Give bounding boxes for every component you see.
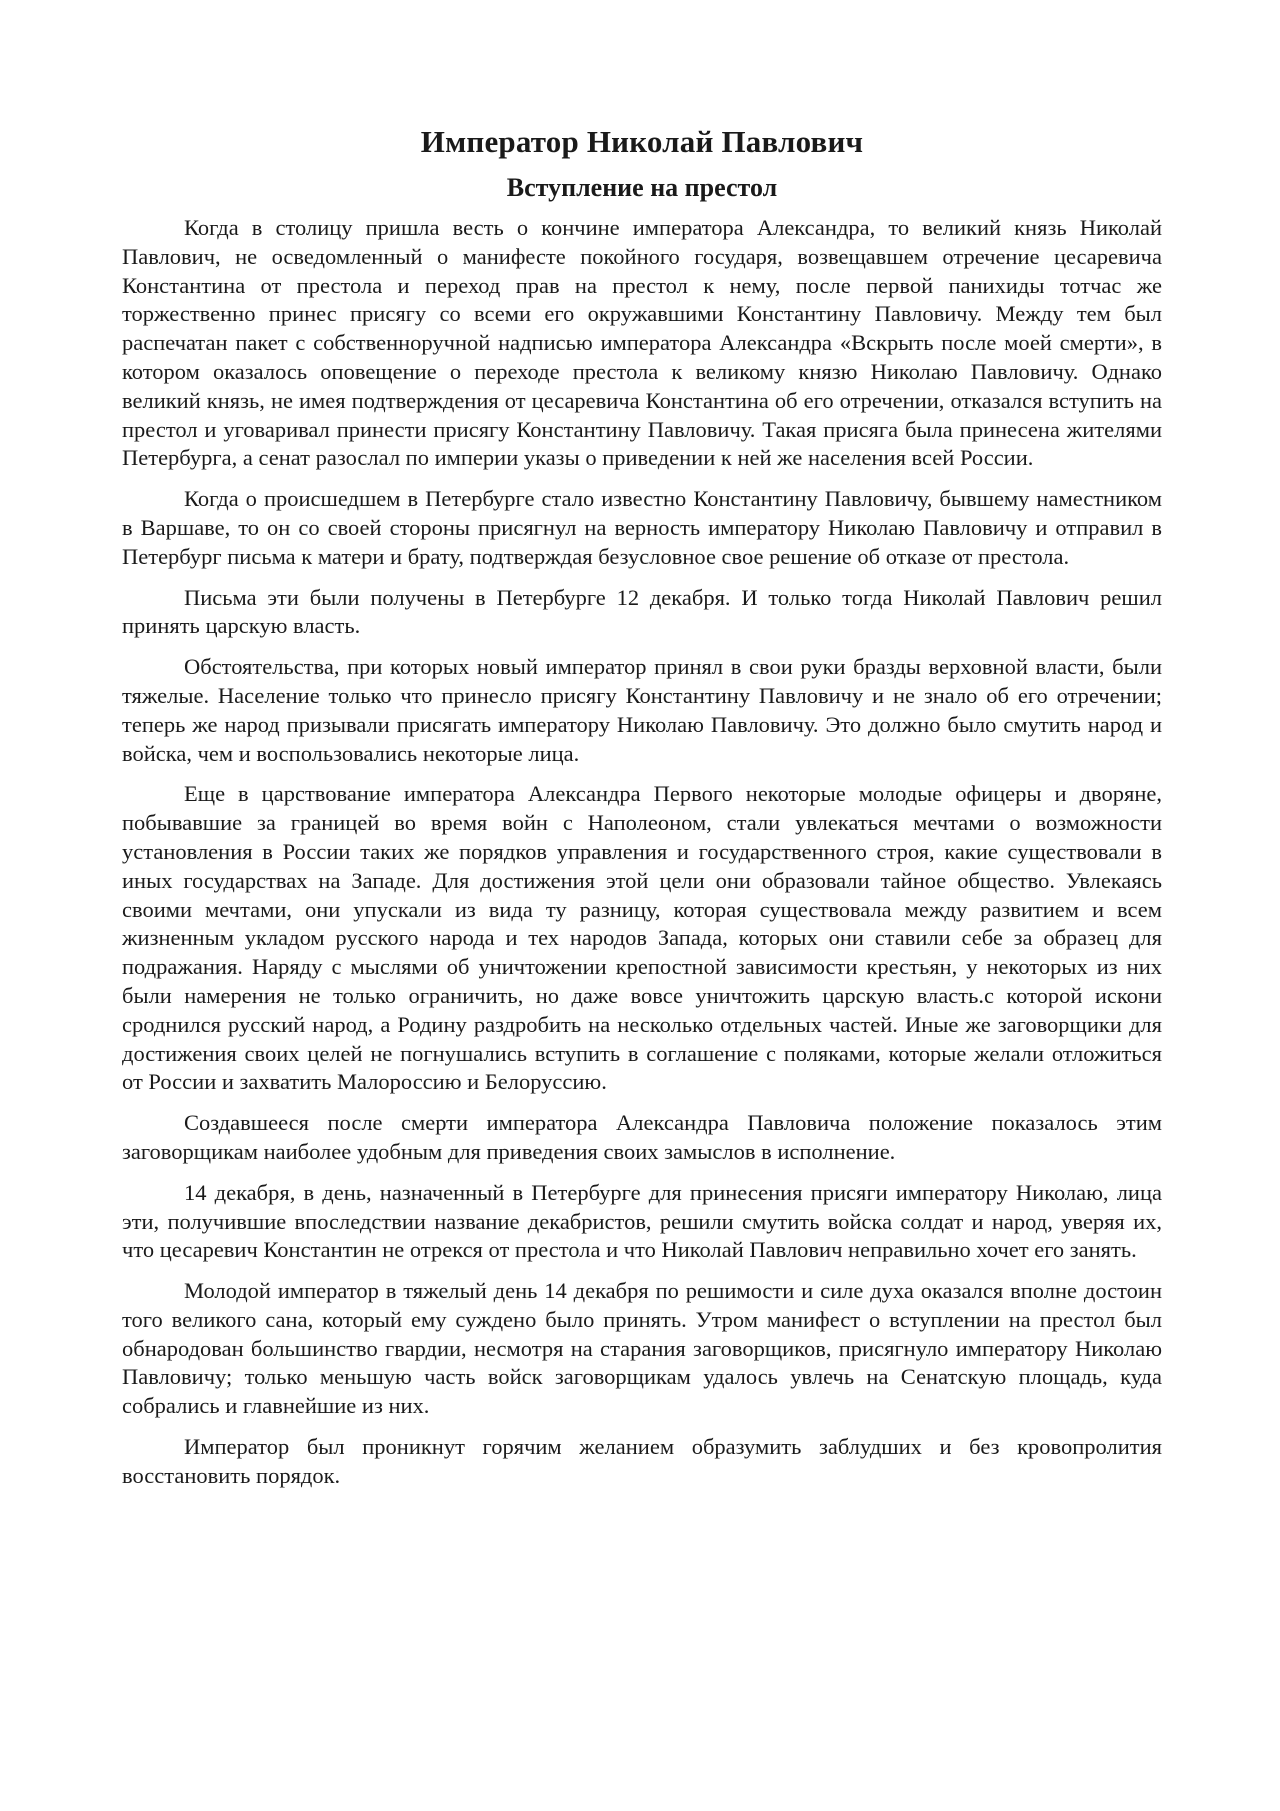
paragraph-7: 14 декабря, в день, назначенный в Петербурге для принесения присяги императору Николаю, лица эти, получившие впоследствии название декабристов, решили смутить войска солдат и народ, уверяя их, что цесаревич Константин не отрекся от престола и что Николай Павлович неправильно хочет его занять. xyxy=(122,1179,1162,1263)
paragraph-2: Когда о происшедшем в Петербурге стало известно Константину Павловичу, бывшему наместником в Варшаве, то он со своей стороны присягнул на верность императору Николаю Павловичу и отправил в Петербург письма к матери и брату, подтверждая безусловное свое решение об отказе от престола. xyxy=(122,486,1162,569)
document-title: Император Николай Павлович xyxy=(420,124,864,159)
paragraph-6: Создавшееся после смерти императора Александра Павловича положение показалось этим заговорщикам наиболее удобным для приведения своих замыслов в исполнение. xyxy=(122,1110,1162,1164)
paragraph-8: Молодой император в тяжелый день 14 декабря по решимости и силе духа оказался вполне достоин того великого сана, который ему суждено было принять. Утром манифест о вступлении на престол был обнародован большинство гвардии, несмотря на старания заговорщиков, присягнуло императору Николаю Павловичу; только меньшую часть войск заговорщикам удалось увлечь на Сенатскую площадь, куда собрались и главнейшие из них. xyxy=(122,1278,1162,1419)
paragraph-4: Обстоятельства, при которых новый император принял в свои руки бразды верховной власти, были тяжелые. Население только что принесло присягу Константину Павловичу и не знало об его отречении; теперь же народ призывали присягать императору Николаю Павловичу. Это должно было смутить народ и войска, чем и воспользовались некоторые лица. xyxy=(122,654,1162,766)
paragraph-9: Император был проникнут горячим желанием образумить заблудших и без кровопролития восстановить порядок. xyxy=(122,1434,1162,1488)
paragraph-3: Письма эти были получены в Петербурге 12 декабря. И только тогда Николай Павлович решил принять царскую власть. xyxy=(122,584,1162,639)
document-subtitle: Вступление на престол xyxy=(506,173,778,202)
paragraph-1: Когда в столицу пришла весть о кончине императора Александра, то великий князь Николай Павлович, не осведомленный о манифесте покойного государя, возвещавшем отречение цесаревича Константина от престола и переход прав на престол к нему, после первой панихиды тотчас же торжественно принес присягу со всеми его окружавшими Константину Павловичу. Между тем был распечатан пакет с собственноручной надписью императора Александра «Вскрыть после моей смерти», в котором оказалось оповещение о переходе престола к великому князю Николаю Павловичу. Однако великий князь, не имея подтверждения от цесаревича Константина об его отречении, отказался вступить на престол и уговаривал принести присягу Константину Павловичу. Такая присяга была принесена жителями Петербурга, а сенат разослал по империи указы о приведении к ней же населения всей России. xyxy=(122,215,1162,471)
paragraph-5: Еще в царствование императора Александра Первого некоторые молодые офицеры и дворяне, побывавшие за границей во время войн с Наполеоном, стали увлекаться мечтами о возможности установления в России таких же порядков управления и государственного строя, какие существовали в иных государствах на Западе. Для достижения этой цели они образовали тайное общество. Увлекаясь своими мечтами, они упускали из вида ту разницу, которая существовала между развитием и всем жизненным укладом русского народа и тех народов Запада, которых они ставили себе за образец для подражания. Наряду с мыслями об уничтожении крепостной зависимости крестьян, у некоторых из них были намерения не только ограничить, но даже вовсе уничтожить царскую власть.с которой искони сроднился русский народ, а Родину раздробить на несколько отдельных частей. Иные же заговорщики для достижения своих целей не погнушались вступить в соглашение с поляками, которые желали отложиться от России и захватить Малороссию и Белоруссию. xyxy=(122,781,1162,1095)
document-body xyxy=(122,118,1162,1503)
